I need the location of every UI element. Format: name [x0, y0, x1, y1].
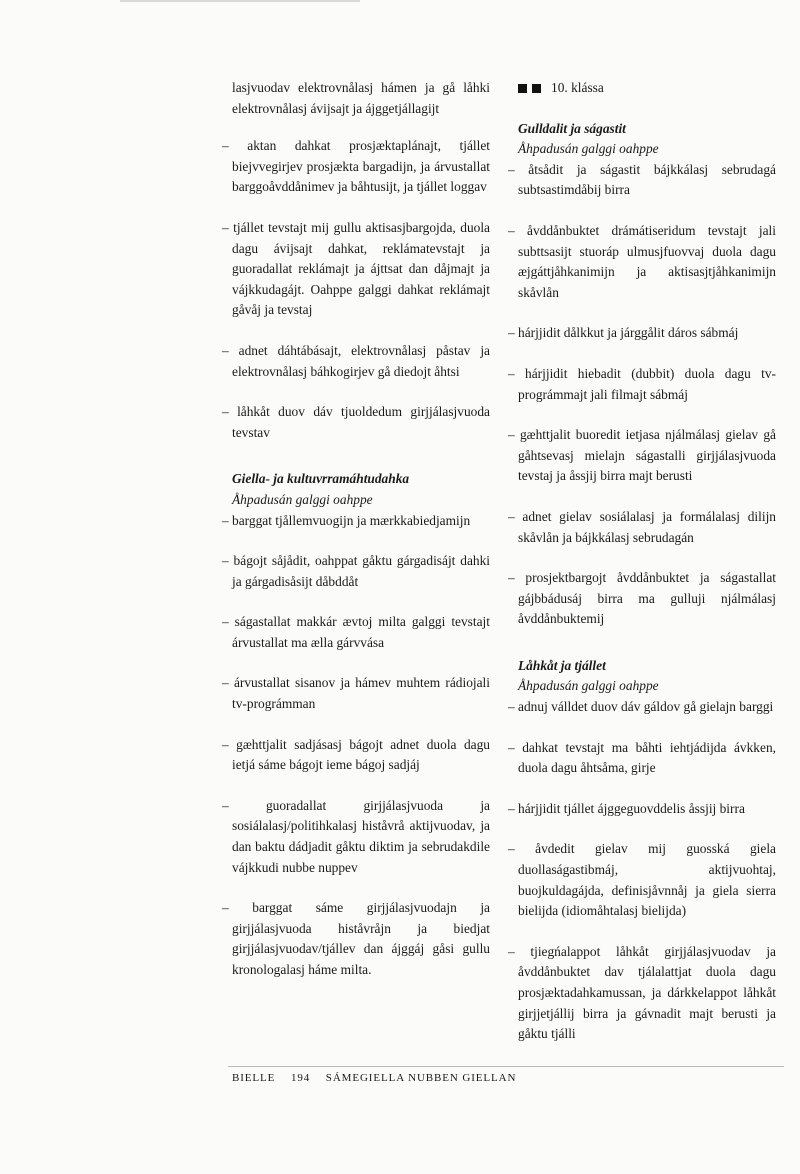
footer-part-label: BIELLE — [232, 1072, 276, 1084]
left-column — [222, 78, 490, 1001]
right-item-list-1 — [508, 160, 776, 630]
section-heading-listening-speaking: Gulldalit ja ságastit — [518, 120, 626, 136]
list-item: – hárjjidit dålkkut ja járggålit dáros sábmáj — [508, 325, 739, 341]
grade-label: 10. klássa — [551, 80, 604, 95]
section-subheading: Åhpadusán galggi oahppe — [232, 491, 373, 507]
section-subheading: Åhpadusán galggi oahppe — [518, 141, 659, 157]
list-item: – guoradallat girjjálasjvuoda ja sosiálalasj/politihkalasj histåvrå aktijvuodav, ja dan baktu dádjadit gåktu diktim ja sebrudakdile vájkkudi nubbe nuppev — [222, 797, 490, 875]
top-edge-rule — [120, 0, 360, 2]
list-item: – adnet gielav sosiálalasj ja formálalasj dilijn skåvlån ja bájkkálasj sebrudagán — [508, 508, 776, 545]
list-item: – låhkåt duov dáv tjuoldedum girjjálasjvuoda tevstav — [222, 404, 490, 440]
right-column — [508, 78, 776, 1065]
list-item: – tjállet tevstajt mij gullu aktisasjbargojda, duola dagu ávijsajt dahkat, reklámatevstajt ja guoradallat reklámajt ja ájttsat dan dåjmajt ja vájkkudagájt. Oahppe galggi dahkat reklámajt gåvåj ja tevstaj — [222, 219, 490, 318]
list-item: – hárjjidit hiebadit (dubbit) duola dagu tv-prográmmajt jali filmajt sábmáj — [508, 365, 776, 402]
right-item-list-2 — [508, 697, 776, 1045]
square-bullet-icon — [518, 84, 527, 93]
list-item: – dahkat tevstajt ma båhti iehtjádijda ávkken, duola dagu åhtsåma, girje — [508, 739, 776, 776]
list-item: – ságastallat makkár ævtoj milta galggi tevstajt árvustallat ma ælla gárvvása — [222, 614, 490, 650]
list-item: – adnet dáhtábásajt, elektrovnålasj påstav ja elektrovnålasj báhkogirjev gå diedojt åhtsi — [222, 342, 490, 379]
left-section-item-list — [222, 511, 490, 981]
list-item: – barggat sáme girjjálasjvuodajn ja girjjálasjvuoda histåvråjn ja biedjat girjjálasjvuodav/tjállev dan ájggáj gåsi gullu kronologalasj háme milta. — [222, 900, 490, 977]
list-item: – bágojt såjådit, oahppat gåktu gárgadisájt dahki ja gárgadisåsijt dåbddåt — [222, 553, 490, 589]
footer-title: SÁMEGIELLA NUBBEN GIELLAN — [325, 1072, 517, 1084]
list-item: – gæhttjalit buoredit ietjasa njálmálasj gielav gå gåhtsevasj mielajn ságastalli girjjálasjvuoda tevstaj ja åssjij birra majt berusti — [508, 427, 776, 484]
footer-rule — [228, 1066, 784, 1067]
left-item-list — [222, 136, 490, 443]
list-item: – tjiegńalappot låhkåt girjjálasjvuodav ja åvddånbuktet dav tjálalattjat duola dagu prosjæktadahkamussan, ja dárkkelappot låhkåt girjjetjállij birra ja gávnadit majt berusti ja gåktu tjálli — [508, 943, 776, 1042]
list-item: – hárjjidit tjállet ájggeguovddelis åssjij birra — [508, 800, 745, 816]
section-heading-reading-writing: Låhkåt ja tjállet — [518, 657, 606, 673]
list-item: – åtsådit ja ságastit bájkkálasj sebrudagá subtsastimdåbij birra — [508, 161, 776, 198]
list-item: – prosjektbargojt åvddånbuktet ja ságastallat gájbbádusáj birra ma gulluji njálmálasj åvddånbuktemij — [508, 570, 776, 627]
list-item: – adnuj válldet duov dáv gáldov gå gielajn barggi — [508, 699, 774, 715]
list-item: – aktan dahkat prosjæktaplánajt, tjállet biejvvegirjev prosjækta bargadijn, ja árvustallat barggoåvddånimev ja båhtusijt, ja tjállet loggav — [222, 138, 490, 195]
grade-heading — [518, 78, 776, 99]
page-footer — [232, 1072, 528, 1084]
intro-paragraph: lasjvuodav elektrovnålasj hámen ja gå låhki elektrovnålasj ávijsajt ja ájggetjállagijt — [232, 80, 490, 116]
footer-page-number: 194 — [290, 1072, 311, 1084]
square-bullet-icon — [532, 84, 541, 93]
section-subheading: Åhpadusán galggi oahppe — [518, 678, 659, 694]
list-item: – gæhttjalit sadjásasj bágojt adnet duola dagu ietjá sáme bágojt ieme bágoj sadjáj — [222, 736, 490, 773]
list-item: – árvustallat sisanov ja hámev muhtem rádiojali tv-prográmman — [222, 675, 490, 712]
list-item: – barggat tjållemvuogijn ja mærkkabiedjamijn — [222, 512, 471, 528]
list-item: – åvdedit gielav mij guosská giela duollaságastibmáj, aktijvuohtaj, buojkuldagájda, definisjåvnnåj ja giela sierra bielijda (idiomåhtalasj bielijda) — [508, 841, 776, 919]
section-heading-language-culture: Giella- ja kultuvrramáhtudahka — [232, 471, 410, 487]
list-item: – åvddånbuktet drámátiseridum tevstajt jali subttsasijt stuoráp ulmusjfuovvaj duola dagu æjgáttjåhkanimijn ja aktisasjtjåhkanimijn skåvlån — [508, 222, 776, 300]
